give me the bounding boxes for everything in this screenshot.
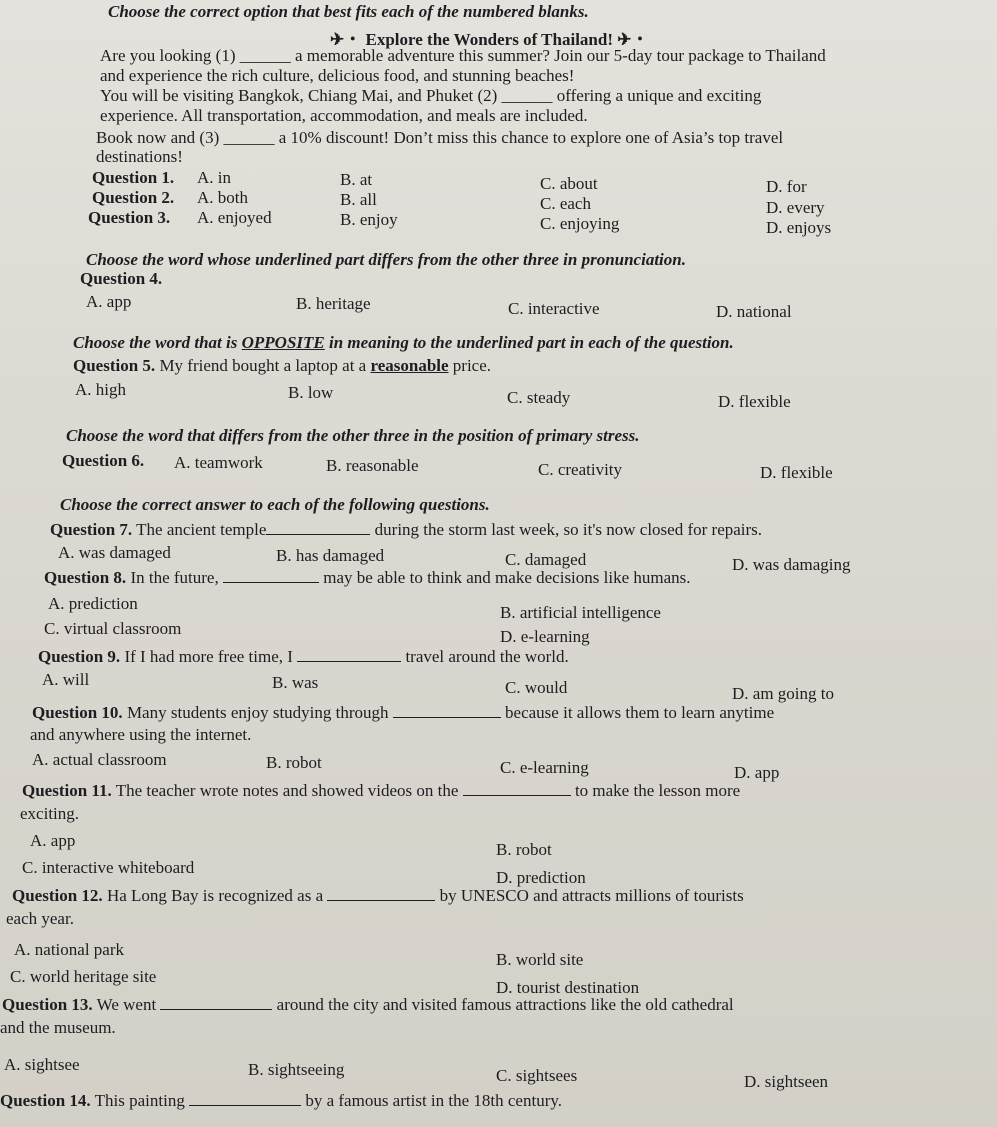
q12-blank[interactable] — [327, 886, 435, 901]
question-12-label: Question 12. — [12, 886, 103, 905]
q3-option-b[interactable]: B. enjoy — [340, 210, 398, 229]
q12-option-b[interactable]: B. world site — [496, 950, 584, 969]
q11-stem-line-2: exciting. — [20, 804, 80, 823]
q5-option-a[interactable]: A. high — [75, 380, 126, 399]
q6-option-a[interactable]: A. teamwork — [174, 453, 263, 472]
q12-stem-line-2: each year. — [6, 909, 74, 928]
q8-blank[interactable] — [223, 568, 319, 583]
q6-option-b[interactable]: B. reasonable — [326, 456, 419, 475]
question-10-stem — [32, 703, 774, 723]
question-13-stem — [2, 995, 734, 1015]
q10-blank[interactable] — [393, 703, 501, 718]
section4-instruction: Choose the word that differs from the other three in the position of primary stress. — [66, 426, 640, 445]
question-5-stem — [73, 356, 491, 376]
q11-option-c[interactable]: C. interactive whiteboard — [22, 858, 195, 877]
q13-blank[interactable] — [160, 995, 272, 1010]
passage-line-5: Book now and (3) ______ a 10% discount! Don’t miss this chance to explore one of Asia’s top travel — [96, 128, 784, 147]
question-11-label: Question 11. — [22, 781, 112, 800]
section2-instruction: Choose the word whose underlined part differs from the other three in pronunciation. — [86, 250, 686, 269]
question-6-label: Question 6. — [62, 451, 145, 470]
q7-option-b[interactable]: B. has damaged — [276, 546, 385, 565]
passage-line-3: You will be visiting Bangkok, Chiang Mai, and Phuket (2) ______ offering a unique and exciting — [100, 86, 762, 105]
q8-stem-pre: In the future, — [130, 568, 219, 587]
q9-option-a[interactable]: A. will — [42, 670, 90, 689]
q14-stem-post: by a famous artist in the 18th century. — [305, 1091, 563, 1110]
passage-line-4: experience. All transportation, accommodation, and meals are included. — [100, 106, 588, 125]
q5-stem-key: reasonable — [370, 356, 449, 375]
question-3-label: Question 3. — [88, 208, 171, 227]
q9-option-b[interactable]: B. was — [272, 673, 319, 692]
passage-title: ✈・ Explore the Wonders of Thailand! ✈・ — [330, 30, 649, 49]
question-11-stem — [22, 781, 740, 801]
q10-option-d[interactable]: D. app — [734, 763, 780, 782]
q14-stem-pre: This painting — [94, 1091, 185, 1110]
q2-option-c[interactable]: C. each — [540, 194, 591, 213]
q10-option-c[interactable]: C. e-learning — [500, 758, 589, 777]
q13-option-b[interactable]: B. sightseeing — [248, 1060, 345, 1079]
q13-stem-line-2: and the museum. — [0, 1018, 116, 1037]
q1-option-c[interactable]: C. about — [540, 174, 598, 193]
q7-option-a[interactable]: A. was damaged — [58, 543, 171, 562]
q12-option-c[interactable]: C. world heritage site — [10, 967, 157, 986]
q12-option-a[interactable]: A. national park — [14, 940, 124, 959]
section3-instruction-post: in meaning to the underlined part in each of the question. — [324, 333, 734, 352]
question-12-stem — [12, 886, 744, 906]
q5-stem-post: price. — [448, 356, 492, 375]
q1-option-b[interactable]: B. at — [340, 170, 373, 189]
q10-stem-line-2: and anywhere using the internet. — [30, 725, 252, 744]
q9-option-c[interactable]: C. would — [505, 678, 568, 697]
q1-option-d[interactable]: D. for — [766, 177, 807, 196]
q6-option-d[interactable]: D. flexible — [760, 463, 833, 482]
question-1-label: Question 1. — [92, 168, 175, 187]
q1-option-a[interactable]: A. in — [197, 168, 231, 187]
q3-option-d[interactable]: D. enjoys — [766, 218, 832, 237]
q11-stem-pre: The teacher wrote notes and showed videos on the — [115, 781, 459, 800]
q8-option-c[interactable]: C. virtual classroom — [44, 619, 182, 638]
question-7-label: Question 7. — [50, 520, 133, 539]
q7-option-d[interactable]: D. was damaging — [732, 555, 851, 574]
section3-instruction — [73, 333, 734, 353]
question-2-label: Question 2. — [92, 188, 175, 207]
q7-stem-post: during the storm last week, so it's now closed for repairs. — [374, 520, 763, 539]
q11-stem-post: to make the lesson more — [574, 781, 741, 800]
q2-option-b[interactable]: B. all — [340, 190, 377, 209]
question-9-label: Question 9. — [38, 647, 121, 666]
q11-blank[interactable] — [463, 781, 571, 796]
section1-instruction: Choose the correct option that best fits each of the numbered blanks. — [108, 2, 589, 21]
q4-option-c[interactable]: C. interactive — [508, 299, 600, 318]
q13-stem-pre: We went — [96, 995, 157, 1014]
passage-line-6: destinations! — [96, 147, 183, 166]
section5-instruction: Choose the correct answer to each of the following questions. — [60, 495, 490, 514]
passage-line-1: Are you looking (1) ______ a memorable adventure this summer? Join our 5-day tour package to Thailand — [100, 46, 826, 65]
q4-option-a[interactable]: A. app — [86, 292, 132, 311]
q9-stem-post: travel around the world. — [405, 647, 569, 666]
q6-option-c[interactable]: C. creativity — [538, 460, 623, 479]
question-14-label: Question 14. — [0, 1091, 91, 1110]
q14-blank[interactable] — [189, 1091, 301, 1106]
q13-option-a[interactable]: A. sightsee — [4, 1055, 80, 1074]
q13-option-d[interactable]: D. sightseen — [744, 1072, 829, 1091]
question-9-stem — [38, 647, 569, 667]
q11-option-d[interactable]: D. prediction — [496, 868, 586, 887]
question-5-label: Question 5. — [73, 356, 156, 375]
q7-stem-pre: The ancient temple — [136, 520, 267, 539]
passage-line-2: and experience the rich culture, delicious food, and stunning beaches! — [100, 66, 575, 85]
question-4-label: Question 4. — [80, 269, 163, 288]
q11-option-a[interactable]: A. app — [30, 831, 76, 850]
q10-stem-pre: Many students enjoy studying through — [126, 703, 389, 722]
q5-option-d[interactable]: D. flexible — [718, 392, 791, 411]
q12-stem-pre: Ha Long Bay is recognized as a — [106, 886, 324, 905]
question-10-label: Question 10. — [32, 703, 123, 722]
q12-stem-post: by UNESCO and attracts millions of tourists — [439, 886, 744, 905]
q10-option-b[interactable]: B. robot — [266, 753, 322, 772]
q2-option-d[interactable]: D. every — [766, 198, 825, 217]
q12-option-d[interactable]: D. tourist destination — [496, 978, 640, 997]
q10-stem-post: because it allows them to learn anytime — [505, 703, 775, 722]
q4-option-d[interactable]: D. national — [716, 302, 792, 321]
q5-option-c[interactable]: C. steady — [507, 388, 571, 407]
q11-option-b[interactable]: B. robot — [496, 840, 552, 859]
q10-option-a[interactable]: A. actual classroom — [32, 750, 167, 769]
q9-blank[interactable] — [297, 647, 401, 662]
section3-instruction-pre: Choose the word that is — [73, 333, 242, 352]
q8-option-d[interactable]: D. e-learning — [500, 627, 590, 646]
q9-option-d[interactable]: D. am going to — [732, 684, 834, 703]
q8-option-b[interactable]: B. artificial intelligence — [500, 603, 661, 622]
question-13-label: Question 13. — [2, 995, 93, 1014]
q8-option-a[interactable]: A. prediction — [48, 594, 138, 613]
q5-stem-pre: My friend bought a laptop at a — [159, 356, 371, 375]
question-8-stem — [44, 568, 691, 588]
q8-stem-post: may be able to think and make decisions like humans. — [323, 568, 691, 587]
q7-blank[interactable] — [266, 520, 370, 535]
question-7-stem — [50, 520, 762, 540]
q13-option-c[interactable]: C. sightsees — [496, 1066, 578, 1085]
q2-option-a[interactable]: A. both — [197, 188, 248, 207]
q13-stem-post: around the city and visited famous attractions like the old cathedral — [276, 995, 734, 1014]
section3-instruction-key: OPPOSITE — [241, 333, 325, 352]
q3-option-a[interactable]: A. enjoyed — [197, 208, 272, 227]
question-8-label: Question 8. — [44, 568, 127, 587]
question-14-stem — [0, 1091, 562, 1111]
q7-option-c[interactable]: C. damaged — [505, 550, 587, 569]
q3-option-c[interactable]: C. enjoying — [540, 214, 620, 233]
q4-option-b[interactable]: B. heritage — [296, 294, 371, 313]
q5-option-b[interactable]: B. low — [288, 383, 334, 402]
q9-stem-pre: If I had more free time, I — [124, 647, 293, 666]
